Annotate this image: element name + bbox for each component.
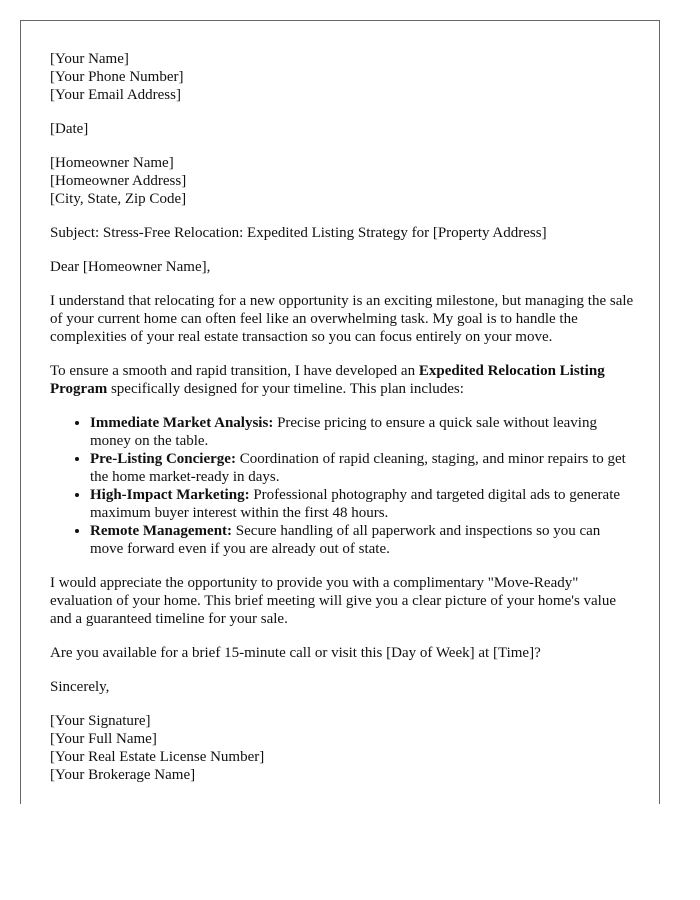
plan-item: [90, 414, 635, 450]
recipient-block: [50, 154, 635, 208]
signature-license-number: [Your Real Estate License Number]: [50, 749, 265, 765]
plan-item-text: Professional photography and targeted digital ads to generate maximum buyer interest within the first 48 hours.: [90, 487, 621, 521]
plan-item: [90, 486, 635, 522]
program-paragraph: [50, 362, 635, 398]
sender-name: [Your Name]: [50, 51, 129, 67]
plan-item-title: Immediate Market Analysis:: [90, 415, 274, 431]
plan-item: [90, 450, 635, 486]
letter-content: [50, 50, 635, 784]
sender-email: [Your Email Address]: [50, 87, 181, 103]
salutation: Dear [Homeowner Name],: [50, 259, 211, 275]
plan-item: [90, 522, 635, 558]
recipient-name: [Homeowner Name]: [50, 155, 174, 171]
plan-item-title: Pre-Listing Concierge:: [90, 451, 236, 467]
closing: Sincerely,: [50, 679, 110, 695]
recipient-address: [Homeowner Address]: [50, 173, 187, 189]
program-paragraph-after: specifically designed for your timeline. This plan includes:: [107, 381, 464, 397]
plan-list: [50, 414, 635, 558]
letter-page: [20, 20, 660, 804]
letter-date: [Date]: [50, 121, 89, 137]
plan-item-text: Coordination of rapid cleaning, staging, and minor repairs to get the home market-ready in days.: [90, 451, 626, 485]
evaluation-paragraph: I would appreciate the opportunity to provide you with a complimentary "Move-Ready" evaluation of your home. This brief meeting will give you a clear picture of your home's value and a guaranteed timeline for your sale.: [50, 575, 617, 627]
sender-block: [50, 50, 635, 104]
signature-full-name: [Your Full Name]: [50, 731, 157, 747]
call-to-action-paragraph: Are you available for a brief 15-minute call or visit this [Day of Week] at [Time]?: [50, 645, 541, 661]
signature-brokerage: [Your Brokerage Name]: [50, 767, 196, 783]
signature-block: [50, 712, 635, 784]
program-paragraph-before: To ensure a smooth and rapid transition, I have developed an: [50, 363, 419, 379]
plan-item-text: Precise pricing to ensure a quick sale without leaving money on the table.: [90, 415, 597, 449]
intro-paragraph: I understand that relocating for a new opportunity is an exciting milestone, but managing the sale of your current home can often feel like an overwhelming task. My goal is to handle the complexities of your real estate transaction so you can focus entirely on your move.: [50, 293, 634, 345]
plan-item-title: Remote Management:: [90, 523, 233, 539]
plan-item-title: High-Impact Marketing:: [90, 487, 250, 503]
program-name: Expedited Relocation Listing Program: [50, 363, 605, 397]
sender-phone: [Your Phone Number]: [50, 69, 184, 85]
subject-line: Subject: Stress-Free Relocation: Expedited Listing Strategy for [Property Address]: [50, 225, 547, 241]
recipient-city-state-zip: [City, State, Zip Code]: [50, 191, 187, 207]
signature-line: [Your Signature]: [50, 713, 151, 729]
plan-item-text: Secure handling of all paperwork and inspections so you can move forward even if you are already out of state.: [90, 523, 601, 557]
